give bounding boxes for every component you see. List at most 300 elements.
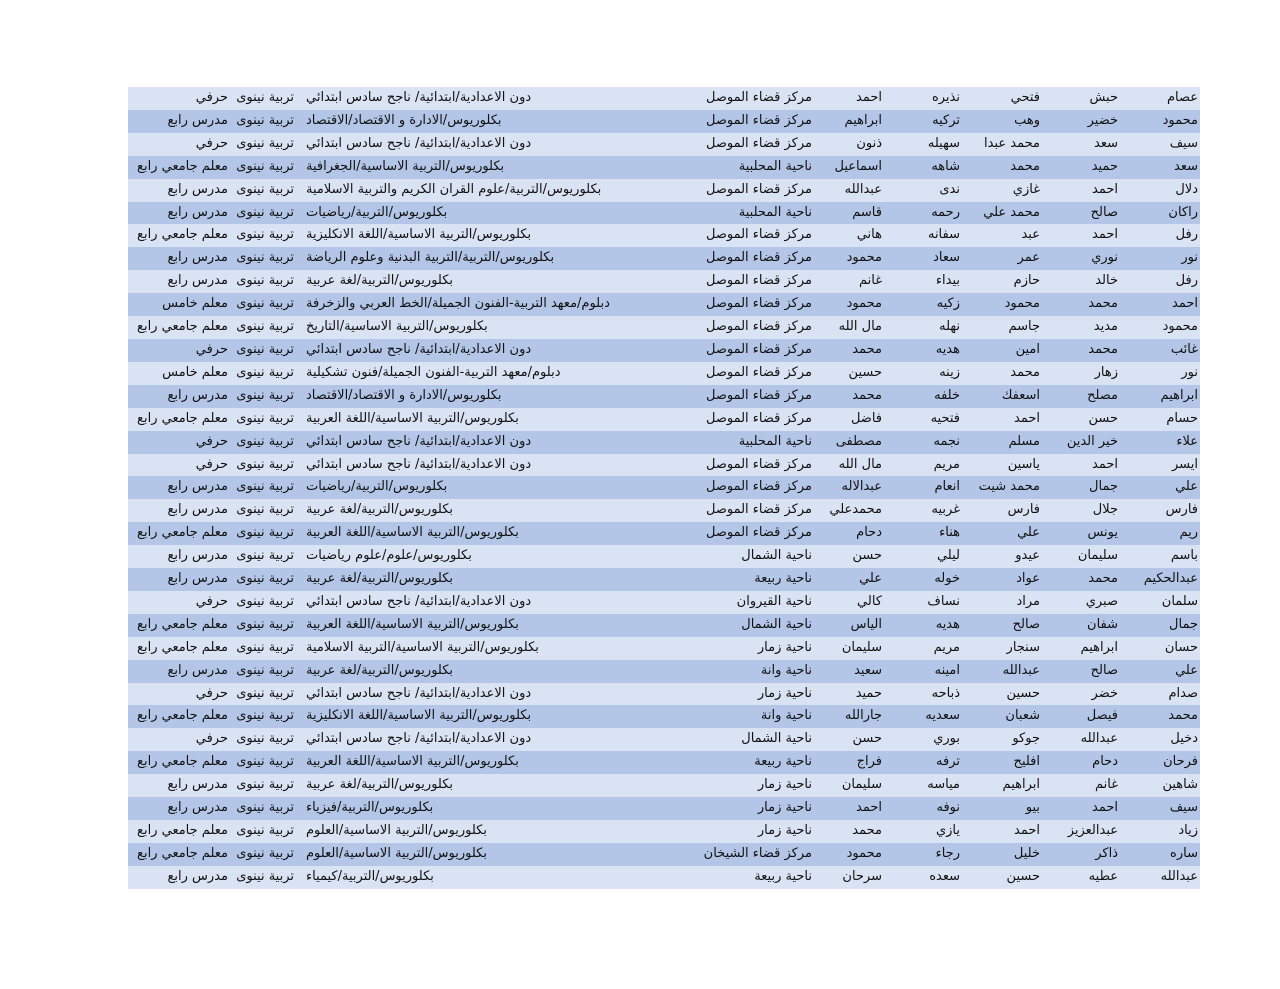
table-row (128, 568, 1200, 591)
mother-father-name-cell: ذنون (814, 133, 884, 156)
job-title-cell: مدرس رابع (128, 499, 230, 522)
job-title-cell: حرفي (128, 339, 230, 362)
first-name-cell: راكان (1120, 202, 1200, 225)
father-name-cell: غانم (1042, 774, 1120, 797)
first-name-cell: حسان (1120, 637, 1200, 660)
father-name-cell: خضر (1042, 683, 1120, 706)
mother-name-cell: هناء (884, 522, 962, 545)
qualification-cell: بكلوريوس/التربية الاساسية/العلوم (300, 820, 682, 843)
job-title-cell: مدرس رابع (128, 385, 230, 408)
mother-father-name-cell: اسماعيل (814, 156, 884, 179)
table-row (128, 270, 1200, 293)
father-name-cell: يونس (1042, 522, 1120, 545)
qualification-cell: بكلوريوس/التربية الاساسية/اللغة العربية (300, 408, 682, 431)
grandfather-name-cell: محمد علي (962, 202, 1042, 225)
grandfather-name-cell: عواد (962, 568, 1042, 591)
qualification-cell: بكلوريوس/التربية الاساسية/التربية الاسلامية (300, 637, 682, 660)
father-name-cell: مصلح (1042, 385, 1120, 408)
directorate-cell: تربية نينوى (230, 202, 300, 225)
mother-father-name-cell: عبدالاله (814, 476, 884, 499)
father-name-cell: محمد (1042, 293, 1120, 316)
mother-father-name-cell: احمد (814, 87, 884, 110)
directorate-cell: تربية نينوى (230, 110, 300, 133)
grandfather-name-cell: خليل (962, 843, 1042, 866)
grandfather-name-cell: ابراهيم (962, 774, 1042, 797)
first-name-cell: احمد (1120, 293, 1200, 316)
table-row (128, 591, 1200, 614)
father-name-cell: شفان (1042, 614, 1120, 637)
qualification-cell: بكلوريوس/التربية الاساسية/اللغة الانكليزية (300, 224, 682, 247)
table-row (128, 316, 1200, 339)
table-row (128, 431, 1200, 454)
qualification-cell: دون الاعدادية/ابتدائية/ ناجح سادس ابتدائي (300, 591, 682, 614)
grandfather-name-cell: شعبان (962, 705, 1042, 728)
location-cell: مركز قضاء الموصل (682, 316, 814, 339)
qualification-cell: بكلوريوس/التربية الاساسية/التاريخ (300, 316, 682, 339)
directorate-cell: تربية نينوى (230, 522, 300, 545)
grandfather-name-cell: محمد عبدا (962, 133, 1042, 156)
job-title-cell: مدرس رابع (128, 476, 230, 499)
location-cell: ناحية ربيعة (682, 751, 814, 774)
mother-name-cell: امينه (884, 660, 962, 683)
location-cell: ناحية وانة (682, 660, 814, 683)
mother-name-cell: نهله (884, 316, 962, 339)
location-cell: ناحية القيروان (682, 591, 814, 614)
location-cell: ناحية المحلبية (682, 156, 814, 179)
qualification-cell: بكلوريوس/التربية/لغة عربية (300, 568, 682, 591)
qualification-cell: بكلوريوس/التربية/لغة عربية (300, 499, 682, 522)
first-name-cell: ساره (1120, 843, 1200, 866)
father-name-cell: مديد (1042, 316, 1120, 339)
qualification-cell: بكلوريوس/التربية الاساسية/اللغة العربية (300, 522, 682, 545)
location-cell: مركز قضاء الموصل (682, 408, 814, 431)
job-title-cell: معلم جامعي رابع (128, 705, 230, 728)
job-title-cell: مدرس رابع (128, 568, 230, 591)
mother-father-name-cell: احمد (814, 797, 884, 820)
job-title-cell: معلم جامعي رابع (128, 408, 230, 431)
qualification-cell: بكلوريوس/التربية الاساسية/اللغة الانكليزية (300, 705, 682, 728)
grandfather-name-cell: عبد (962, 224, 1042, 247)
table-row (128, 156, 1200, 179)
qualification-cell: دون الاعدادية/ابتدائية/ ناجح سادس ابتدائي (300, 339, 682, 362)
father-name-cell: احمد (1042, 224, 1120, 247)
mother-name-cell: مريم (884, 454, 962, 477)
qualification-cell: بكلوريوس/التربية/رياضيات (300, 476, 682, 499)
mother-father-name-cell: محمود (814, 247, 884, 270)
father-name-cell: خير الدين (1042, 431, 1120, 454)
grandfather-name-cell: عبدالله (962, 660, 1042, 683)
job-title-cell: معلم جامعي رابع (128, 224, 230, 247)
directorate-cell: تربية نينوى (230, 637, 300, 660)
directorate-cell: تربية نينوى (230, 774, 300, 797)
directorate-cell: تربية نينوى (230, 133, 300, 156)
directorate-cell: تربية نينوى (230, 476, 300, 499)
mother-name-cell: هديه (884, 339, 962, 362)
first-name-cell: غائب (1120, 339, 1200, 362)
mother-name-cell: نجمه (884, 431, 962, 454)
grandfather-name-cell: عيدو (962, 545, 1042, 568)
qualification-cell: بكلوريوس/التربية/لغة عربية (300, 270, 682, 293)
qualification-cell: بكلوريوس/الادارة و الاقتصاد/الاقتصاد (300, 110, 682, 133)
qualification-cell: بكلوريوس/التربية/علوم القران الكريم والتربية الاسلامية (300, 179, 682, 202)
mother-father-name-cell: قاسم (814, 202, 884, 225)
mother-name-cell: زينه (884, 362, 962, 385)
location-cell: مركز قضاء الموصل (682, 362, 814, 385)
table-row (128, 339, 1200, 362)
job-title-cell: معلم جامعي رابع (128, 637, 230, 660)
table-row (128, 499, 1200, 522)
father-name-cell: عبدالله (1042, 728, 1120, 751)
job-title-cell: مدرس رابع (128, 179, 230, 202)
table-row (128, 87, 1200, 110)
mother-father-name-cell: سرحان (814, 866, 884, 889)
table-row (128, 660, 1200, 683)
mother-name-cell: سفانه (884, 224, 962, 247)
father-name-cell: حبش (1042, 87, 1120, 110)
qualification-cell: بكلوريوس/التربية/لغة عربية (300, 660, 682, 683)
table-row (128, 705, 1200, 728)
mother-father-name-cell: فراج (814, 751, 884, 774)
location-cell: مركز قضاء الموصل (682, 270, 814, 293)
directorate-cell: تربية نينوى (230, 179, 300, 202)
grandfather-name-cell: اسعفك (962, 385, 1042, 408)
table-row (128, 683, 1200, 706)
mother-name-cell: بيداء (884, 270, 962, 293)
job-title-cell: حرفي (128, 683, 230, 706)
first-name-cell: عبدالحكيم (1120, 568, 1200, 591)
mother-father-name-cell: محمد (814, 820, 884, 843)
location-cell: مركز قضاء الموصل (682, 247, 814, 270)
mother-father-name-cell: حسين (814, 362, 884, 385)
qualification-cell: بكلوريوس/التربية/لغة عربية (300, 774, 682, 797)
job-title-cell: مدرس رابع (128, 110, 230, 133)
directorate-cell: تربية نينوى (230, 728, 300, 751)
grandfather-name-cell: محمود (962, 293, 1042, 316)
father-name-cell: عطيه (1042, 866, 1120, 889)
first-name-cell: علي (1120, 476, 1200, 499)
qualification-cell: بكلوريوس/علوم/علوم رياضيات (300, 545, 682, 568)
location-cell: ناحية زمار (682, 683, 814, 706)
first-name-cell: دخيل (1120, 728, 1200, 751)
grandfather-name-cell: وهب (962, 110, 1042, 133)
grandfather-name-cell: حسين (962, 866, 1042, 889)
job-title-cell: مدرس رابع (128, 270, 230, 293)
first-name-cell: محمود (1120, 316, 1200, 339)
mother-father-name-cell: محمد (814, 339, 884, 362)
mother-name-cell: ذباحه (884, 683, 962, 706)
father-name-cell: خضير (1042, 110, 1120, 133)
directorate-cell: تربية نينوى (230, 156, 300, 179)
grandfather-name-cell: جوكو (962, 728, 1042, 751)
qualification-cell: دون الاعدادية/ابتدائية/ ناجح سادس ابتدائي (300, 87, 682, 110)
qualification-cell: بكلوريوس/التربية/التربية البدنية وعلوم الرياضة (300, 247, 682, 270)
qualification-cell: بكلوريوس/الادارة و الاقتصاد/الاقتصاد (300, 385, 682, 408)
table-row (128, 820, 1200, 843)
mother-name-cell: زكيه (884, 293, 962, 316)
grandfather-name-cell: ياسين (962, 454, 1042, 477)
table-row (128, 751, 1200, 774)
table-row (128, 202, 1200, 225)
qualification-cell: بكلوريوس/التربية الاساسية/الجغرافية (300, 156, 682, 179)
father-name-cell: حسن (1042, 408, 1120, 431)
location-cell: مركز قضاء الموصل (682, 87, 814, 110)
first-name-cell: ايسر (1120, 454, 1200, 477)
qualification-cell: بكلوريوس/التربية الاساسية/اللغة العربية (300, 751, 682, 774)
grandfather-name-cell: احمد (962, 820, 1042, 843)
first-name-cell: سلمان (1120, 591, 1200, 614)
job-title-cell: مدرس رابع (128, 797, 230, 820)
table-row (128, 133, 1200, 156)
qualification-cell: دون الاعدادية/ابتدائية/ ناجح سادس ابتدائي (300, 431, 682, 454)
father-name-cell: حميد (1042, 156, 1120, 179)
first-name-cell: علاء (1120, 431, 1200, 454)
location-cell: ناحية ربيعة (682, 866, 814, 889)
directorate-cell: تربية نينوى (230, 820, 300, 843)
directorate-cell: تربية نينوى (230, 408, 300, 431)
father-name-cell: احمد (1042, 797, 1120, 820)
first-name-cell: محمد (1120, 705, 1200, 728)
directorate-cell: تربية نينوى (230, 431, 300, 454)
qualification-cell: دون الاعدادية/ابتدائية/ ناجح سادس ابتدائي (300, 454, 682, 477)
qualification-cell: بكلوريوس/التربية الاساسية/العلوم (300, 843, 682, 866)
directorate-cell: تربية نينوى (230, 362, 300, 385)
table-row (128, 797, 1200, 820)
location-cell: مركز قضاء الموصل (682, 110, 814, 133)
directorate-cell: تربية نينوى (230, 545, 300, 568)
father-name-cell: احمد (1042, 179, 1120, 202)
first-name-cell: رفل (1120, 224, 1200, 247)
first-name-cell: باسم (1120, 545, 1200, 568)
grandfather-name-cell: سنجار (962, 637, 1042, 660)
location-cell: مركز قضاء الشيخان (682, 843, 814, 866)
qualification-cell: بكلوريوس/التربية/رياضيات (300, 202, 682, 225)
first-name-cell: سعد (1120, 156, 1200, 179)
job-title-cell: مدرس رابع (128, 247, 230, 270)
table-row (128, 224, 1200, 247)
mother-name-cell: بوري (884, 728, 962, 751)
first-name-cell: رفل (1120, 270, 1200, 293)
mother-father-name-cell: حسن (814, 728, 884, 751)
grandfather-name-cell: فتحي (962, 87, 1042, 110)
location-cell: ناحية ربيعة (682, 568, 814, 591)
table-row (128, 522, 1200, 545)
father-name-cell: نوري (1042, 247, 1120, 270)
table-body (128, 87, 1200, 889)
mother-father-name-cell: دحام (814, 522, 884, 545)
mother-name-cell: تركيه (884, 110, 962, 133)
table-row (128, 454, 1200, 477)
directorate-cell: تربية نينوى (230, 866, 300, 889)
mother-name-cell: نوفه (884, 797, 962, 820)
job-title-cell: معلم جامعي رابع (128, 843, 230, 866)
grandfather-name-cell: غازي (962, 179, 1042, 202)
father-name-cell: محمد (1042, 568, 1120, 591)
mother-father-name-cell: حميد (814, 683, 884, 706)
first-name-cell: نور (1120, 247, 1200, 270)
directorate-cell: تربية نينوى (230, 87, 300, 110)
mother-father-name-cell: حسن (814, 545, 884, 568)
job-title-cell: حرفي (128, 591, 230, 614)
father-name-cell: سعد (1042, 133, 1120, 156)
mother-name-cell: يازي (884, 820, 962, 843)
directorate-cell: تربية نينوى (230, 568, 300, 591)
grandfather-name-cell: علي (962, 522, 1042, 545)
father-name-cell: محمد (1042, 339, 1120, 362)
mother-name-cell: مريم (884, 637, 962, 660)
qualification-cell: بكلوريوس/التربية/كيمياء (300, 866, 682, 889)
mother-name-cell: ليلي (884, 545, 962, 568)
job-title-cell: مدرس رابع (128, 866, 230, 889)
father-name-cell: ابراهيم (1042, 637, 1120, 660)
directorate-cell: تربية نينوى (230, 385, 300, 408)
mother-name-cell: خلفه (884, 385, 962, 408)
directorate-cell: تربية نينوى (230, 683, 300, 706)
directorate-cell: تربية نينوى (230, 293, 300, 316)
table-row (128, 774, 1200, 797)
first-name-cell: صدام (1120, 683, 1200, 706)
mother-name-cell: شاهه (884, 156, 962, 179)
grandfather-name-cell: صالح (962, 614, 1042, 637)
table-row (128, 247, 1200, 270)
job-title-cell: معلم جامعي رابع (128, 820, 230, 843)
location-cell: ناحية الشمال (682, 728, 814, 751)
grandfather-name-cell: محمد شيت (962, 476, 1042, 499)
table-row (128, 408, 1200, 431)
mother-name-cell: سهيله (884, 133, 962, 156)
location-cell: ناحية الشمال (682, 545, 814, 568)
father-name-cell: فيصل (1042, 705, 1120, 728)
job-title-cell: معلم جامعي رابع (128, 614, 230, 637)
mother-father-name-cell: سعيد (814, 660, 884, 683)
mother-name-cell: رحمه (884, 202, 962, 225)
mother-name-cell: سعديه (884, 705, 962, 728)
first-name-cell: ريم (1120, 522, 1200, 545)
job-title-cell: مدرس رابع (128, 774, 230, 797)
mother-father-name-cell: مال الله (814, 454, 884, 477)
table-row (128, 179, 1200, 202)
grandfather-name-cell: امين (962, 339, 1042, 362)
mother-father-name-cell: محمدعلي (814, 499, 884, 522)
directorate-cell: تربية نينوى (230, 270, 300, 293)
first-name-cell: جمال (1120, 614, 1200, 637)
location-cell: مركز قضاء الموصل (682, 133, 814, 156)
job-title-cell: حرفي (128, 728, 230, 751)
location-cell: ناحية زمار (682, 637, 814, 660)
location-cell: ناحية وانة (682, 705, 814, 728)
job-title-cell: مدرس رابع (128, 202, 230, 225)
mother-name-cell: خوله (884, 568, 962, 591)
location-cell: ناحية زمار (682, 774, 814, 797)
table-row (128, 843, 1200, 866)
job-title-cell: مدرس رابع (128, 660, 230, 683)
grandfather-name-cell: محمد (962, 362, 1042, 385)
directorate-cell: تربية نينوى (230, 247, 300, 270)
first-name-cell: فارس (1120, 499, 1200, 522)
father-name-cell: ذاكر (1042, 843, 1120, 866)
location-cell: مركز قضاء الموصل (682, 499, 814, 522)
qualification-cell: بكلوريوس/التربية/فيزياء (300, 797, 682, 820)
table-row (128, 293, 1200, 316)
first-name-cell: نور (1120, 362, 1200, 385)
directorate-cell: تربية نينوى (230, 705, 300, 728)
grandfather-name-cell: مسلم (962, 431, 1042, 454)
directorate-cell: تربية نينوى (230, 224, 300, 247)
job-title-cell: معلم جامعي رابع (128, 156, 230, 179)
directorate-cell: تربية نينوى (230, 454, 300, 477)
location-cell: مركز قضاء الموصل (682, 179, 814, 202)
mother-father-name-cell: هاني (814, 224, 884, 247)
father-name-cell: جلال (1042, 499, 1120, 522)
mother-father-name-cell: الياس (814, 614, 884, 637)
father-name-cell: احمد (1042, 454, 1120, 477)
first-name-cell: عبدالله (1120, 866, 1200, 889)
directorate-cell: تربية نينوى (230, 843, 300, 866)
table-row (128, 476, 1200, 499)
mother-name-cell: غربيه (884, 499, 962, 522)
mother-name-cell: هديه (884, 614, 962, 637)
directorate-cell: تربية نينوى (230, 316, 300, 339)
qualification-cell: دون الاعدادية/ابتدائية/ ناجح سادس ابتدائي (300, 683, 682, 706)
qualification-cell: دبلوم/معهد التربية-الفنون الجميلة/الخط العربي والزخرفة (300, 293, 682, 316)
table-row (128, 637, 1200, 660)
job-title-cell: معلم خامس (128, 362, 230, 385)
grandfather-name-cell: محمد (962, 156, 1042, 179)
location-cell: ناحية الشمال (682, 614, 814, 637)
mother-father-name-cell: مصطفى (814, 431, 884, 454)
father-name-cell: صبري (1042, 591, 1120, 614)
grandfather-name-cell: مراد (962, 591, 1042, 614)
job-title-cell: حرفي (128, 87, 230, 110)
location-cell: مركز قضاء الموصل (682, 454, 814, 477)
location-cell: ناحية المحلبية (682, 431, 814, 454)
father-name-cell: عبدالعزيز (1042, 820, 1120, 843)
mother-father-name-cell: مال الله (814, 316, 884, 339)
mother-name-cell: مياسه (884, 774, 962, 797)
job-title-cell: معلم جامعي رابع (128, 522, 230, 545)
directorate-cell: تربية نينوى (230, 797, 300, 820)
grandfather-name-cell: حسين (962, 683, 1042, 706)
grandfather-name-cell: افليح (962, 751, 1042, 774)
grandfather-name-cell: احمد (962, 408, 1042, 431)
job-title-cell: معلم خامس (128, 293, 230, 316)
mother-father-name-cell: محمد (814, 385, 884, 408)
qualification-cell: دون الاعدادية/ابتدائية/ ناجح سادس ابتدائي (300, 728, 682, 751)
grandfather-name-cell: حازم (962, 270, 1042, 293)
father-name-cell: صالح (1042, 202, 1120, 225)
first-name-cell: زياد (1120, 820, 1200, 843)
father-name-cell: صالح (1042, 660, 1120, 683)
location-cell: مركز قضاء الموصل (682, 339, 814, 362)
job-title-cell: حرفي (128, 431, 230, 454)
directorate-cell: تربية نينوى (230, 499, 300, 522)
first-name-cell: عصام (1120, 87, 1200, 110)
location-cell: مركز قضاء الموصل (682, 522, 814, 545)
location-cell: مركز قضاء الموصل (682, 385, 814, 408)
table-row (128, 728, 1200, 751)
first-name-cell: محمود (1120, 110, 1200, 133)
mother-father-name-cell: غانم (814, 270, 884, 293)
father-name-cell: زهار (1042, 362, 1120, 385)
mother-name-cell: انعام (884, 476, 962, 499)
table-row (128, 866, 1200, 889)
mother-father-name-cell: ابراهيم (814, 110, 884, 133)
mother-father-name-cell: سليمان (814, 774, 884, 797)
first-name-cell: سيف (1120, 797, 1200, 820)
mother-name-cell: ترفه (884, 751, 962, 774)
mother-name-cell: سعده (884, 866, 962, 889)
directorate-cell: تربية نينوى (230, 751, 300, 774)
grandfather-name-cell: عمر (962, 247, 1042, 270)
